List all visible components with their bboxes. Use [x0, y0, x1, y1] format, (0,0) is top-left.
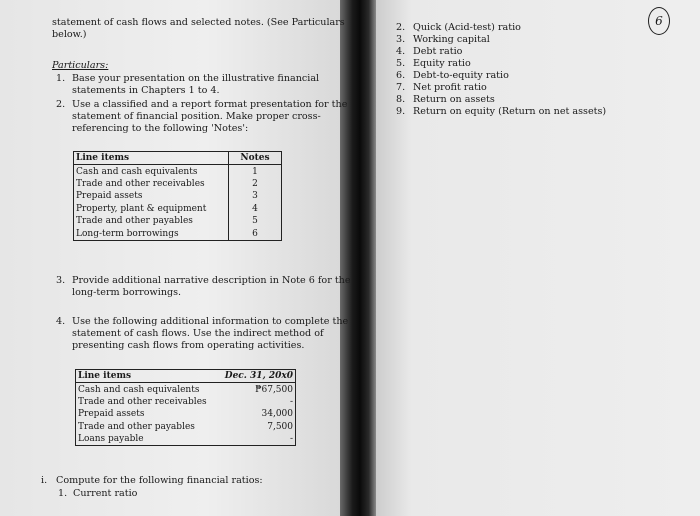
line-item: Trade and other receivables [76, 178, 205, 189]
list-item: Return on equity (Return on net assets) [413, 106, 607, 117]
note-number: 6 [229, 227, 282, 240]
table-row [76, 421, 296, 433]
particulars-heading: Particulars: [52, 60, 109, 71]
note-number: 5 [229, 215, 282, 227]
list-item-number: 4. [396, 46, 406, 57]
intro-line-2: below.) [52, 29, 87, 40]
line-item: Trade and other payables [78, 421, 195, 432]
table-row [74, 190, 282, 202]
item-1-number: 1. [56, 73, 66, 84]
page-number-badge: 6 [648, 7, 670, 35]
line-item: Loans payable [78, 434, 144, 445]
table-row [74, 178, 282, 190]
table-row [76, 383, 296, 396]
table-row [74, 165, 282, 178]
notes-table [73, 151, 282, 241]
note-number: 3 [229, 190, 282, 202]
table-row [76, 396, 296, 408]
list-item-number: 8. [396, 94, 406, 105]
notes-col-line-items: Line items [74, 152, 229, 165]
note-number: 2 [229, 178, 282, 190]
table-row [76, 408, 296, 420]
item-4-number: 4. [56, 316, 66, 327]
balances-table [75, 369, 296, 446]
table-row [76, 433, 296, 446]
line-item: Prepaid assets [76, 191, 143, 202]
item-i-text: Compute for the following financial ratios: [56, 475, 263, 486]
line-item: Cash and cash equivalents [78, 384, 200, 395]
list-item: Working capital [413, 34, 490, 45]
balances-table-header [76, 370, 296, 383]
list-item: Equity ratio [413, 58, 471, 69]
amount: 7,500 [267, 421, 293, 432]
list-item: Net profit ratio [413, 82, 487, 93]
table-row [74, 227, 282, 240]
note-number: 4 [229, 203, 282, 215]
list-item: Quick (Acid-test) ratio [413, 22, 521, 33]
book-spine [340, 0, 376, 516]
item-3-line-2: long-term borrowings. [72, 287, 182, 298]
line-item: Trade and other receivables [78, 396, 207, 407]
item-2-number: 2. [56, 99, 66, 110]
item-i-number: i. [41, 475, 48, 486]
notes-col-notes: Notes [229, 152, 282, 165]
amount: ₱67,500 [255, 384, 293, 395]
item-4-line-1: Use the following additional information to complete the [72, 316, 349, 327]
list-item-number: 7. [396, 82, 406, 93]
list-item: Return on assets [413, 94, 495, 105]
ratio-1-number: 1. [58, 488, 68, 499]
ratio-1-text: Current ratio [73, 488, 138, 499]
item-2-line-1: Use a classified and a report format presentation for the [72, 99, 348, 110]
list-item-number: 6. [396, 70, 406, 81]
list-item-number: 9. [396, 106, 406, 117]
item-3-number: 3. [56, 275, 66, 286]
list-item: Debt-to-equity ratio [413, 70, 509, 81]
list-item: Debt ratio [413, 46, 463, 57]
table-row [74, 215, 282, 227]
item-4-line-2: statement of cash flows. Use the indirect method of [72, 328, 324, 339]
note-number: 1 [229, 165, 282, 178]
item-2-line-2: statement of financial position. Make proper cross- [72, 111, 321, 122]
intro-line-1: statement of cash flows and selected notes. (See Particulars [52, 17, 345, 28]
line-item: Prepaid assets [78, 409, 145, 420]
item-1-line-2: statements in Chapters 1 to 4. [72, 85, 220, 96]
item-2-line-3: referencing to the following 'Notes': [72, 123, 249, 134]
line-item: Trade and other payables [76, 216, 193, 227]
balances-col-date: Dec. 31, 20x0 [218, 370, 296, 383]
list-item-number: 3. [396, 34, 406, 45]
line-item: Long-term borrowings [76, 228, 179, 239]
amount: - [289, 434, 293, 445]
table-row [74, 203, 282, 215]
list-item-number: 5. [396, 58, 406, 69]
list-item-number: 2. [396, 22, 406, 33]
item-1-line-1: Base your presentation on the illustrative financial [72, 73, 320, 84]
amount: 34,000 [261, 409, 293, 420]
line-item: Cash and cash equivalents [76, 166, 198, 177]
notes-table-header [74, 152, 282, 165]
balances-col-line-items: Line items [76, 370, 218, 383]
amount: - [289, 396, 293, 407]
item-4-line-3: presenting cash flows from operating activities. [72, 340, 305, 351]
item-3-line-1: Provide additional narrative description in Note 6 for the [72, 275, 351, 286]
line-item: Property, plant & equipment [76, 203, 207, 214]
